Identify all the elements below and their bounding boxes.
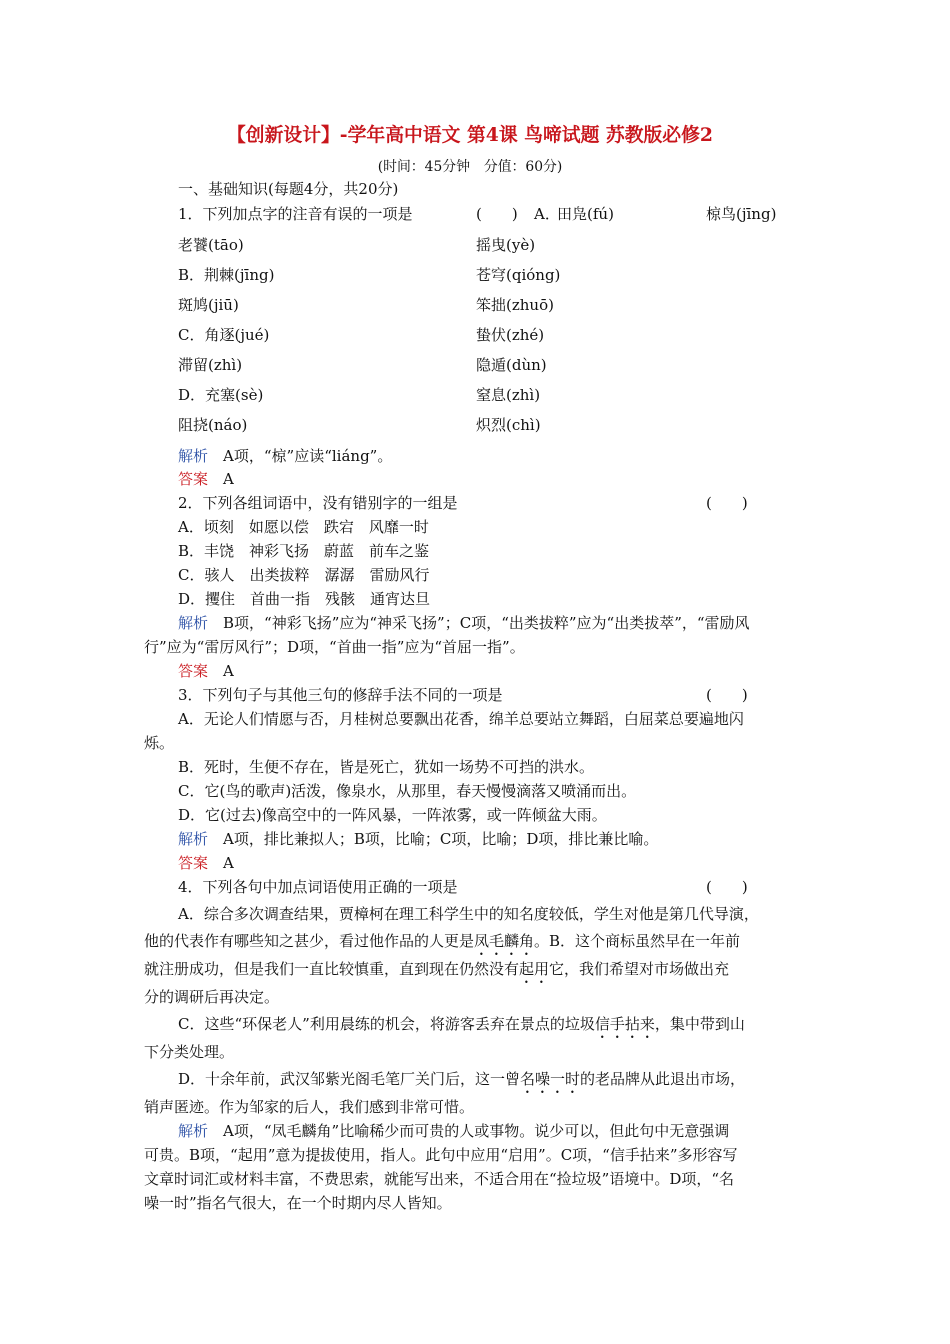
- q1-paren: ( ): [476, 205, 518, 223]
- q4-analysis-line2: 可贵。B项，“起用”意为提拔使用，指人。此句中应用“启用”。C项，“信手拈来”多形容写: [144, 1146, 738, 1164]
- q3-analysis: 解析 A项，排比兼拟人；B项，比喻；C项，比喻；D项，排比兼比喻。: [178, 830, 659, 848]
- q1-b1: B．荆棘(jīng): [178, 266, 275, 284]
- q4-option-a-line2: 他的代表作有哪些知之甚少，看过他作品的人更是凤毛麟角。B．这个商标虽然早在一年前: [144, 932, 741, 950]
- dotted-phrase: 名噪一时: [520, 1070, 581, 1088]
- q2-option-c: C．骇人 出类拔粹 潺潺 雷励风行: [178, 566, 430, 584]
- q2-analysis: 解析 B项，“神彩飞扬”应为“神采飞扬”；C项，“出类拔粹”应为“出类拔萃”，“雷励风: [178, 614, 750, 632]
- q4-option-d-cont: 销声匿迹。作为邹家的后人，我们感到非常可惜。: [144, 1098, 475, 1116]
- q1-c3: 滞留(zhì): [178, 356, 243, 374]
- q4-option-b-cont: 分的调研后再决定。: [144, 988, 280, 1006]
- q4-analysis: 解析 A项，“凤毛麟角”比喻稀少而可贵的人或事物。说少可以，但此句中无意强调: [178, 1122, 730, 1140]
- q3-stem: 3．下列句子与其他三句的修辞手法不同的一项是: [178, 686, 503, 704]
- q1-option-a-label: A．: [534, 205, 560, 223]
- q3-option-a: A．无论人们情愿与否，月桂树总要飘出花香，绵羊总要站立舞蹈，白屈菜总要遍地闪: [178, 710, 744, 728]
- answer-label: 答案: [178, 470, 209, 488]
- q1-a4: 摇曳(yè): [476, 236, 536, 254]
- q1-b4: 笨拙(zhuō): [476, 296, 554, 314]
- q4-paren: ( ): [706, 878, 748, 896]
- q4-analysis-line3: 文章时词汇或材料丰富，不费思索，就能写出来，不适合用在“捡垃圾”语境中。D项，“名: [144, 1170, 735, 1188]
- q4-analysis-line4: 噪一时”指名气很大，在一个时期内尽人皆知。: [144, 1194, 452, 1212]
- dotted-phrase: 信手拈来: [594, 1015, 655, 1033]
- dotted-phrase: 起用: [519, 960, 550, 978]
- q4-option-d: D．十余年前，武汉邹紫光阁毛笔厂关门后，这一曾名噪一时的老品牌从此退出市场，: [178, 1070, 746, 1088]
- q2-option-d: D．攫住 首曲一指 残骸 通宵达旦: [178, 590, 431, 608]
- q1-analysis: 解析 A项，“椋”应读“liáng”。: [178, 447, 393, 465]
- dotted-phrase: 凤毛麟角: [474, 932, 535, 950]
- q2-stem: 2．下列各组词语中，没有错别字的一组是: [178, 494, 458, 512]
- q3-option-c: C．它(鸟的歌声)活泼，像泉水，从那里，春天慢慢滴落又喷涌而出。: [178, 782, 637, 800]
- q4-stem: 4．下列各句中加点词语使用正确的一项是: [178, 878, 458, 896]
- q1-a1: 田凫(fú): [557, 205, 614, 223]
- q3-option-a-cont: 烁。: [144, 734, 175, 752]
- q1-d2: 窒息(zhì): [476, 386, 541, 404]
- q4-option-c-cont: 下分类处理。: [144, 1043, 235, 1061]
- q1-stem: 1．下列加点字的注音有误的一项是: [178, 205, 413, 223]
- q4-option-c: C．这些“环保老人”利用晨练的机会，将游客丢弃在景点的垃圾信手拈来，集中带到山: [178, 1015, 745, 1033]
- section-heading: 一、基础知识(每题4分，共20分): [178, 180, 399, 198]
- q1-d3: 阻挠(náo): [178, 416, 248, 434]
- q1-answer: 答案 A: [178, 470, 234, 488]
- q2-paren: ( ): [706, 494, 748, 512]
- analysis-label: 解析: [178, 447, 209, 465]
- q2-analysis-cont: 行”应为“雷厉风行”；D项，“首曲一指”应为“首屈一指”。: [144, 638, 525, 656]
- analysis-label: 解析: [178, 830, 209, 848]
- q1-a3: 老饕(tāo): [178, 236, 244, 254]
- q1-c1: C．角逐(jué): [178, 326, 270, 344]
- analysis-label: 解析: [178, 614, 209, 632]
- q3-option-b: B．死时，生便不存在，皆是死亡，犹如一场势不可挡的洪水。: [178, 758, 595, 776]
- answer-label: 答案: [178, 854, 209, 872]
- q3-paren: ( ): [706, 686, 748, 704]
- q1-c4: 隐遁(dùn): [476, 356, 547, 374]
- q2-option-b: B．丰饶 神彩飞扬 蔚蓝 前车之鉴: [178, 542, 430, 560]
- q3-option-d: D．它(过去)像高空中的一阵风暴，一阵浓雾，或一阵倾盆大雨。: [178, 806, 607, 824]
- page-subtitle: (时间：45分钟 分值：60分): [377, 159, 563, 175]
- q1-d1: D．充塞(sè): [178, 386, 264, 404]
- q2-answer: 答案 A: [178, 662, 234, 680]
- q1-b3: 斑鸠(jiū): [178, 296, 239, 314]
- q1-c2: 蛰伏(zhé): [476, 326, 545, 344]
- q3-answer: 答案 A: [178, 854, 234, 872]
- page-title: 【创新设计】-学年高中语文 第4课 鸟啼试题 苏教版必修2: [226, 124, 713, 146]
- q4-option-a: A．综合多次调查结果，贾樟柯在理工科学生中的知名度较低，学生对他是第几代导演，: [178, 905, 759, 923]
- q1-d4: 炽烈(chì): [476, 416, 541, 434]
- analysis-label: 解析: [178, 1122, 209, 1140]
- q2-option-a: A．顷刻 如愿以偿 跌宕 风靡一时: [178, 518, 429, 536]
- q1-a2: 椋鸟(jīng): [706, 205, 777, 223]
- q4-option-b-line: 就注册成功，但是我们一直比较慎重，直到现在仍然没有起用它，我们希望对市场做出充: [144, 960, 730, 978]
- answer-label: 答案: [178, 662, 209, 680]
- q1-b2: 苍穹(qióng): [476, 266, 561, 284]
